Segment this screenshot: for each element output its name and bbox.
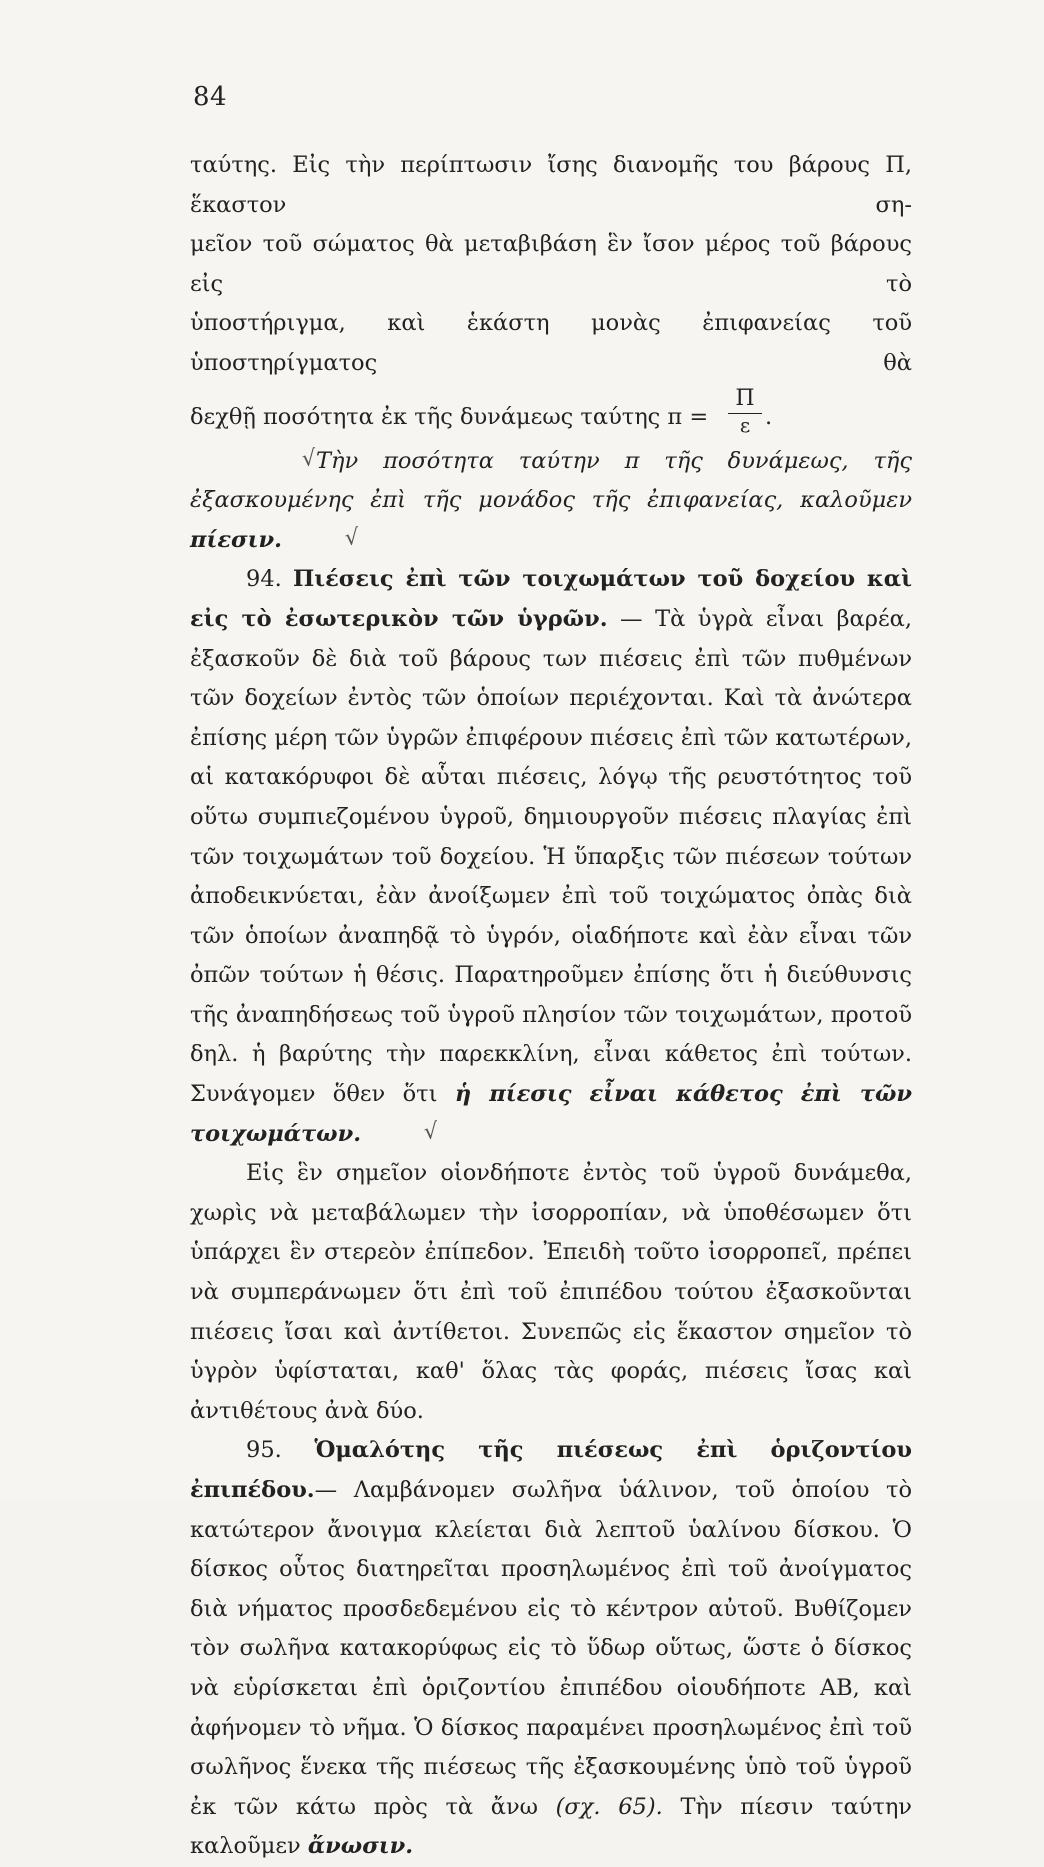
- paragraph-line: [190, 225, 912, 304]
- formula-period: .: [765, 403, 773, 430]
- definition-paragraph: [190, 442, 912, 561]
- definition-text: Τὴν ποσότητα ταύτην π τῆς δυνάμεως, τῆς ἐξασκουμένης ἐπὶ τῆς μονάδος τῆς ἐπιφανείας, καλοῦμεν: [190, 447, 912, 514]
- term-anosis: ἄνωσιν.: [307, 1833, 414, 1860]
- check-mark-icon: √: [423, 1118, 440, 1145]
- section-body: — Τὰ ὑγρὰ εἶναι βαρέα, ἐξασκοῦν δὲ διὰ τοῦ βάρους των πιέσεις ἐπὶ τῶν πυθμένων τῶν δοχείων ἐντὸς τῶν ὁποίων περιέχονται. Καὶ τὰ ἀνώτερα ἐπίσης μέρη τῶν ὑγρῶν ἐπιφέρουν πιέσεις ἐπὶ τῶν κατωτέρων, αἱ κατακόρυφοι δὲ αὗται πιέσεις, λόγῳ τῆς ρευστότητος τοῦ οὕτω συμπιεζομένου ὑγροῦ, δημιουργοῦν πιέσεις πλαγίας ἐπὶ τῶν τοιχωμάτων τοῦ δοχείου. Ἡ ὕπαρξις τῶν πιέσεων τούτων ἀποδεικνύεται, ἐὰν ἀνοίξωμεν ἐπὶ τοῦ τοιχώματος ὀπὰς διὰ τῶν ὁποίων ἀναπηδᾷ τὸ ὑγρόν, οἱαδήποτε καὶ ἐὰν εἶναι τῶν ὀπῶν τούτων ἡ θέσις. Παρατηροῦμεν ἐπίσης ὅτι ἡ διεύθυνσις τῆς ἀναπηδήσεως τοῦ ὑγροῦ πλησίον τῶν τοιχωμάτων, προτοῦ δηλ. ἡ βαρύτης τὴν παρεκκλίνη, εἶναι κάθετος ἐπὶ τούτων. Συνάγομεν ὅθεν ὅτι: [190, 605, 912, 1108]
- page-number: 84: [193, 82, 228, 112]
- figure-reference: (σχ. 65).: [555, 1793, 663, 1820]
- section-title: Πιέσεις ἐπὶ τῶν τοιχωμάτων τοῦ δοχείου καὶ εἰς τὸ ἐσωτερικὸν τῶν ὑγρῶν.: [190, 566, 912, 632]
- formula-line: [190, 386, 912, 438]
- paragraph-line: [190, 146, 912, 225]
- page-text: [190, 146, 912, 1867]
- closing-text: Τὴν πίεσιν ταύτην καλοῦμεν: [190, 1793, 912, 1860]
- section-body: — Λαμβάνομεν σωλῆνα ὑάλινον, τοῦ ὁποίου τὸ κατώτερον ἄνοιγμα κλείεται διὰ λεπτοῦ ὑαλίνου δίσκου. Ὁ δίσκος οὗτος διατηρεῖται προσηλωμένος ἐπὶ τοῦ ἀνοίγματος διὰ νήματος προσδεδεμένου εἰς τὸ κέντρον αὐτοῦ. Βυθίζομεν τὸν σωλῆνα κατακορύφως εἰς τὸ ὕδωρ οὕτως, ὥστε ὁ δίσκος νὰ εὑρίσκεται ἐπὶ ὁριζοντίου ἐπιπέδου οἱουδήποτε ΑΒ, καὶ ἀφήνομεν τὸ νῆμα. Ὁ δίσκος παραμένει προσηλωμένος ἐπὶ τοῦ σωλῆνος ἕνεκα τῆς πιέσεως τῆς ἐξασκουμένης ὑπὸ τοῦ ὑγροῦ ἐκ τῶν κάτω πρὸς τὰ ἄνω: [190, 1477, 912, 1820]
- text-line-1: ταύτης. Εἰς τὴν περίπτωσιν ἴσης διανομῆς του βάρους Π, ἕκαστον ση-: [190, 152, 912, 218]
- paragraph-line: [190, 304, 912, 383]
- fraction-denominator: ε: [739, 412, 751, 437]
- definition-term: πίεσιν.: [190, 526, 282, 553]
- check-mark-icon: √: [300, 445, 317, 472]
- text-line-3: ὑποστήριγμα, καὶ ἑκάστη μονὰς ἐπιφανείας τοῦ ὑποστηρίγματος θὰ: [190, 310, 912, 376]
- equilibrium-text: Εἰς ἓν σημεῖον οἱονδήποτε ἐντὸς τοῦ ὑγροῦ δυνάμεθα, χωρὶς νὰ μεταβάλωμεν τὴν ἰσορροπίαν, νὰ ὑποθέσωμεν ὅτι ὑπάρχει ἓν στερεὸν ἐπίπεδον. Ἐπειδὴ τοῦτο ἰσορροπεῖ, πρέπει νὰ συμπεράνωμεν ὅτι ἐπὶ τοῦ ἐπιπέδου τούτου ἐξασκοῦνται πιέσεις ἴσαι καὶ ἀντίθετοι. Συνεπῶς εἰς ἕκαστον σημεῖον τὸ ὑγρὸν ὑφίσταται, καθ' ὅλας τὰς φοράς, πιέσεις ἴσας καὶ ἀντιθέτους ἀνὰ δύο.: [190, 1160, 912, 1424]
- section-title: Ὁμαλότης τῆς πιέσεως ἐπὶ ὁριζοντίου ἐπιπέδου.: [190, 1437, 912, 1503]
- section-conclusion: ἡ πίεσις εἶναι κάθετος ἐπὶ τῶν τοιχωμάτων.: [190, 1081, 912, 1147]
- section-number: 94.: [246, 566, 282, 593]
- section-number: 95.: [246, 1437, 282, 1464]
- equilibrium-paragraph: [190, 1154, 912, 1431]
- fraction-pi-over-epsilon: [728, 386, 762, 436]
- fraction-numerator: Π: [735, 385, 755, 411]
- section-94: [190, 560, 912, 1154]
- section-95: [190, 1431, 912, 1867]
- check-mark-icon: √: [343, 524, 361, 551]
- text-line-2: μεῖον τοῦ σώματος θὰ μεταβιβάση ἓν ἴσον μέρος τοῦ βάρους εἰς τὸ: [190, 231, 912, 297]
- formula-lead-text: δεχθῇ ποσότητα ἐκ τῆς δυνάμεως ταύτης π =: [190, 403, 709, 430]
